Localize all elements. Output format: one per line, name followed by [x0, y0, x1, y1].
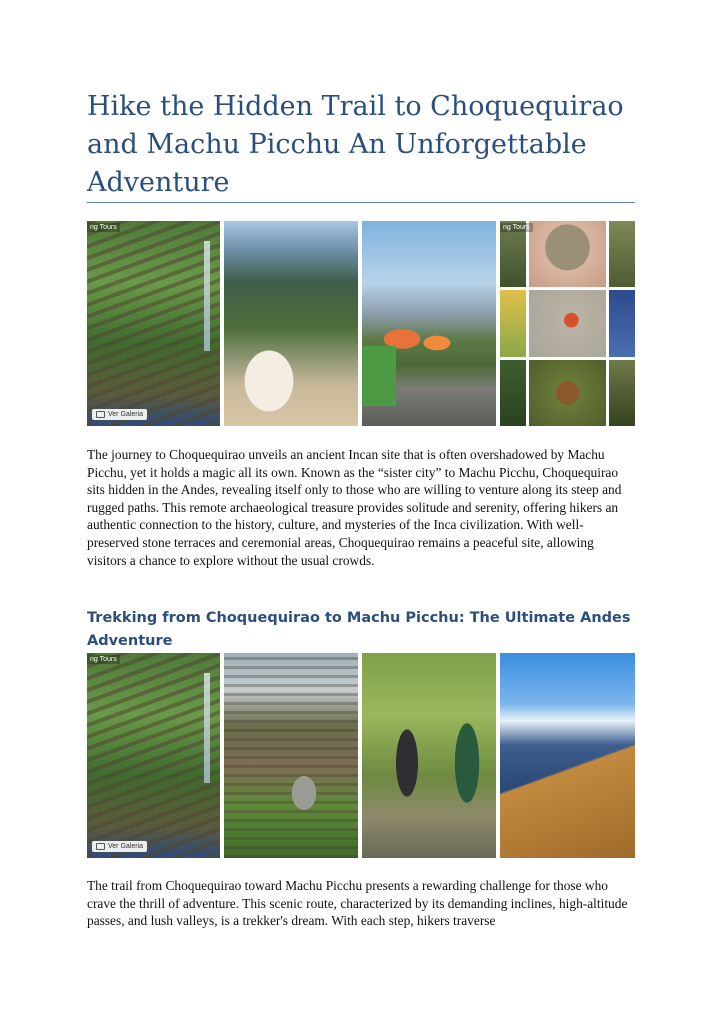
title-divider — [87, 202, 635, 203]
tour-logo: ng Tours — [87, 655, 120, 664]
section-heading: Trekking from Choquequirao to Machu Picchu: The Ultimate Andes Adventure — [87, 610, 631, 649]
gallery-photo-andes-mountains[interactable] — [500, 653, 635, 858]
photo-gallery-bottom — [87, 653, 635, 858]
gallery-photo-terraces[interactable] — [87, 653, 220, 858]
tour-logo: ng Tours — [500, 223, 533, 232]
gallery-photo-wildlife-collage[interactable] — [500, 221, 635, 426]
collage-tile — [609, 290, 635, 356]
view-gallery-label: Ver Galeria — [108, 411, 144, 418]
collage-tile — [529, 221, 606, 287]
collage-tile — [609, 221, 635, 287]
gallery-icon — [96, 843, 105, 850]
view-gallery-button[interactable] — [92, 841, 147, 852]
collage-tile — [500, 290, 526, 356]
intro-paragraph: The journey to Choquequirao unveils an ancient Incan site that is often overshadowed by Machu Picchu, yet it holds a magic all its own. Known as the “sister city” to Machu Picchu, Choquequirao sits hidden in the Andes, revealing itself only to those who are willing to venture along its steep and rugged paths. This remote archaeological treasure provides solitude and serenity, offering hikers an authentic connection to the history, culture, and mysteries of the Inca civilization. With well-preserved stone terraces and ceremonial areas, Choquequirao remains a peaceful site, allowing visitors a chance to explore without the usual crowds. — [87, 447, 622, 568]
gallery-photo-terraces[interactable] — [87, 221, 220, 426]
photo-gallery-top — [87, 221, 635, 426]
collage-tile — [500, 360, 526, 426]
collage-tile — [529, 360, 606, 426]
view-gallery-label: Ver Galeria — [108, 843, 144, 850]
collage-tile — [609, 360, 635, 426]
gallery-photo-machu-picchu-llama[interactable] — [224, 221, 358, 426]
gallery-icon — [96, 411, 105, 418]
view-gallery-button[interactable] — [92, 409, 147, 420]
collage-tile — [529, 290, 606, 356]
gallery-photo-hikers[interactable] — [362, 653, 496, 858]
tour-logo: ng Tours — [87, 223, 120, 232]
gallery-photo-campsite[interactable] — [362, 221, 496, 426]
trail-paragraph: The trail from Choquequirao toward Machu Picchu presents a rewarding challenge for those who crave the thrill of adventure. This scenic route, characterized by its demanding inclines, high-altitude passes, and lush valleys, is a trekker's dream. With each step, hikers traverse — [87, 878, 628, 929]
page-title: Hike the Hidden Trail to Choquequirao and Machu Picchu An Unforgettable Adventure — [87, 91, 624, 198]
gallery-photo-stone-ruins[interactable] — [224, 653, 358, 858]
